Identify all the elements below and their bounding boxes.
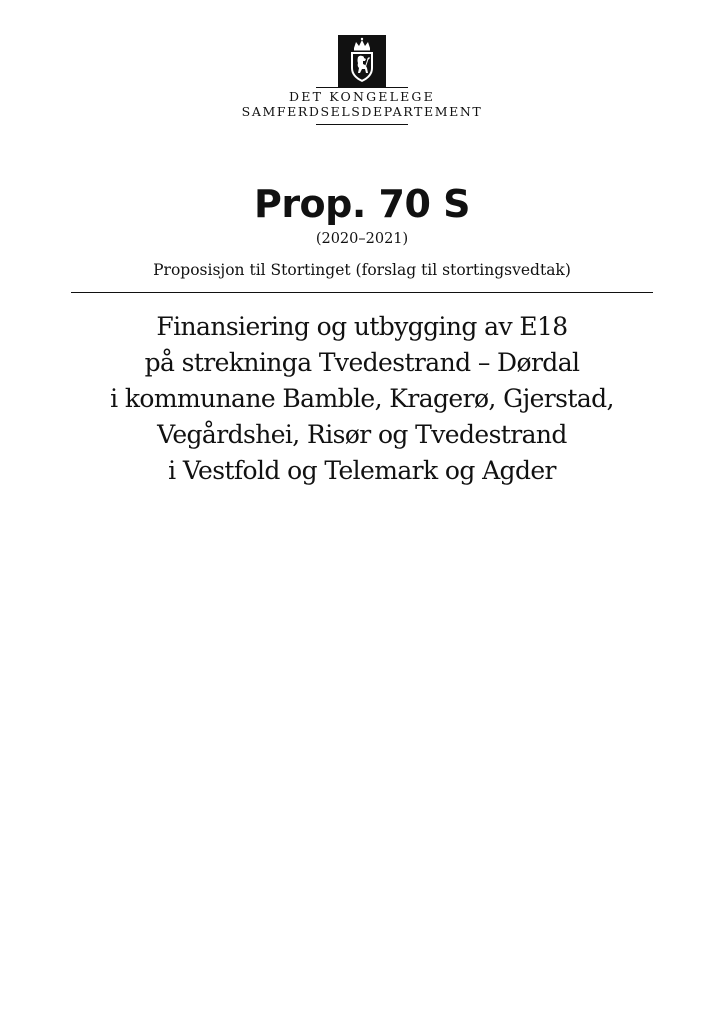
document-title: [40, 309, 684, 489]
proposition-subtitle: Proposisjon til Stortinget (forslag til stortingsvedtak): [153, 261, 571, 279]
session-years: (2020–2021): [315, 231, 409, 247]
department-rule-bottom: [316, 124, 408, 125]
document-title-line: på strekninga Tvedestrand – Dørdal: [144, 348, 580, 377]
department-rule-top: [316, 87, 408, 88]
norwegian-coat-of-arms-icon: [338, 35, 386, 87]
document-title-line: Vegårdshei, Risør og Tvedestrand: [157, 420, 567, 449]
title-divider: [71, 292, 653, 293]
proposition-title: Prop. 70 S: [253, 182, 471, 226]
department-name-line-1: DET KONGELEGE: [289, 89, 435, 104]
document-title-line: i Vestfold og Telemark og Agder: [168, 456, 556, 485]
document-title-line: i kommunane Bamble, Kragerø, Gjerstad,: [110, 384, 614, 413]
document-title-line: Finansiering og utbygging av E18: [156, 312, 568, 341]
department-name-line-2: SAMFERDSELSDEPARTEMENT: [241, 104, 483, 119]
